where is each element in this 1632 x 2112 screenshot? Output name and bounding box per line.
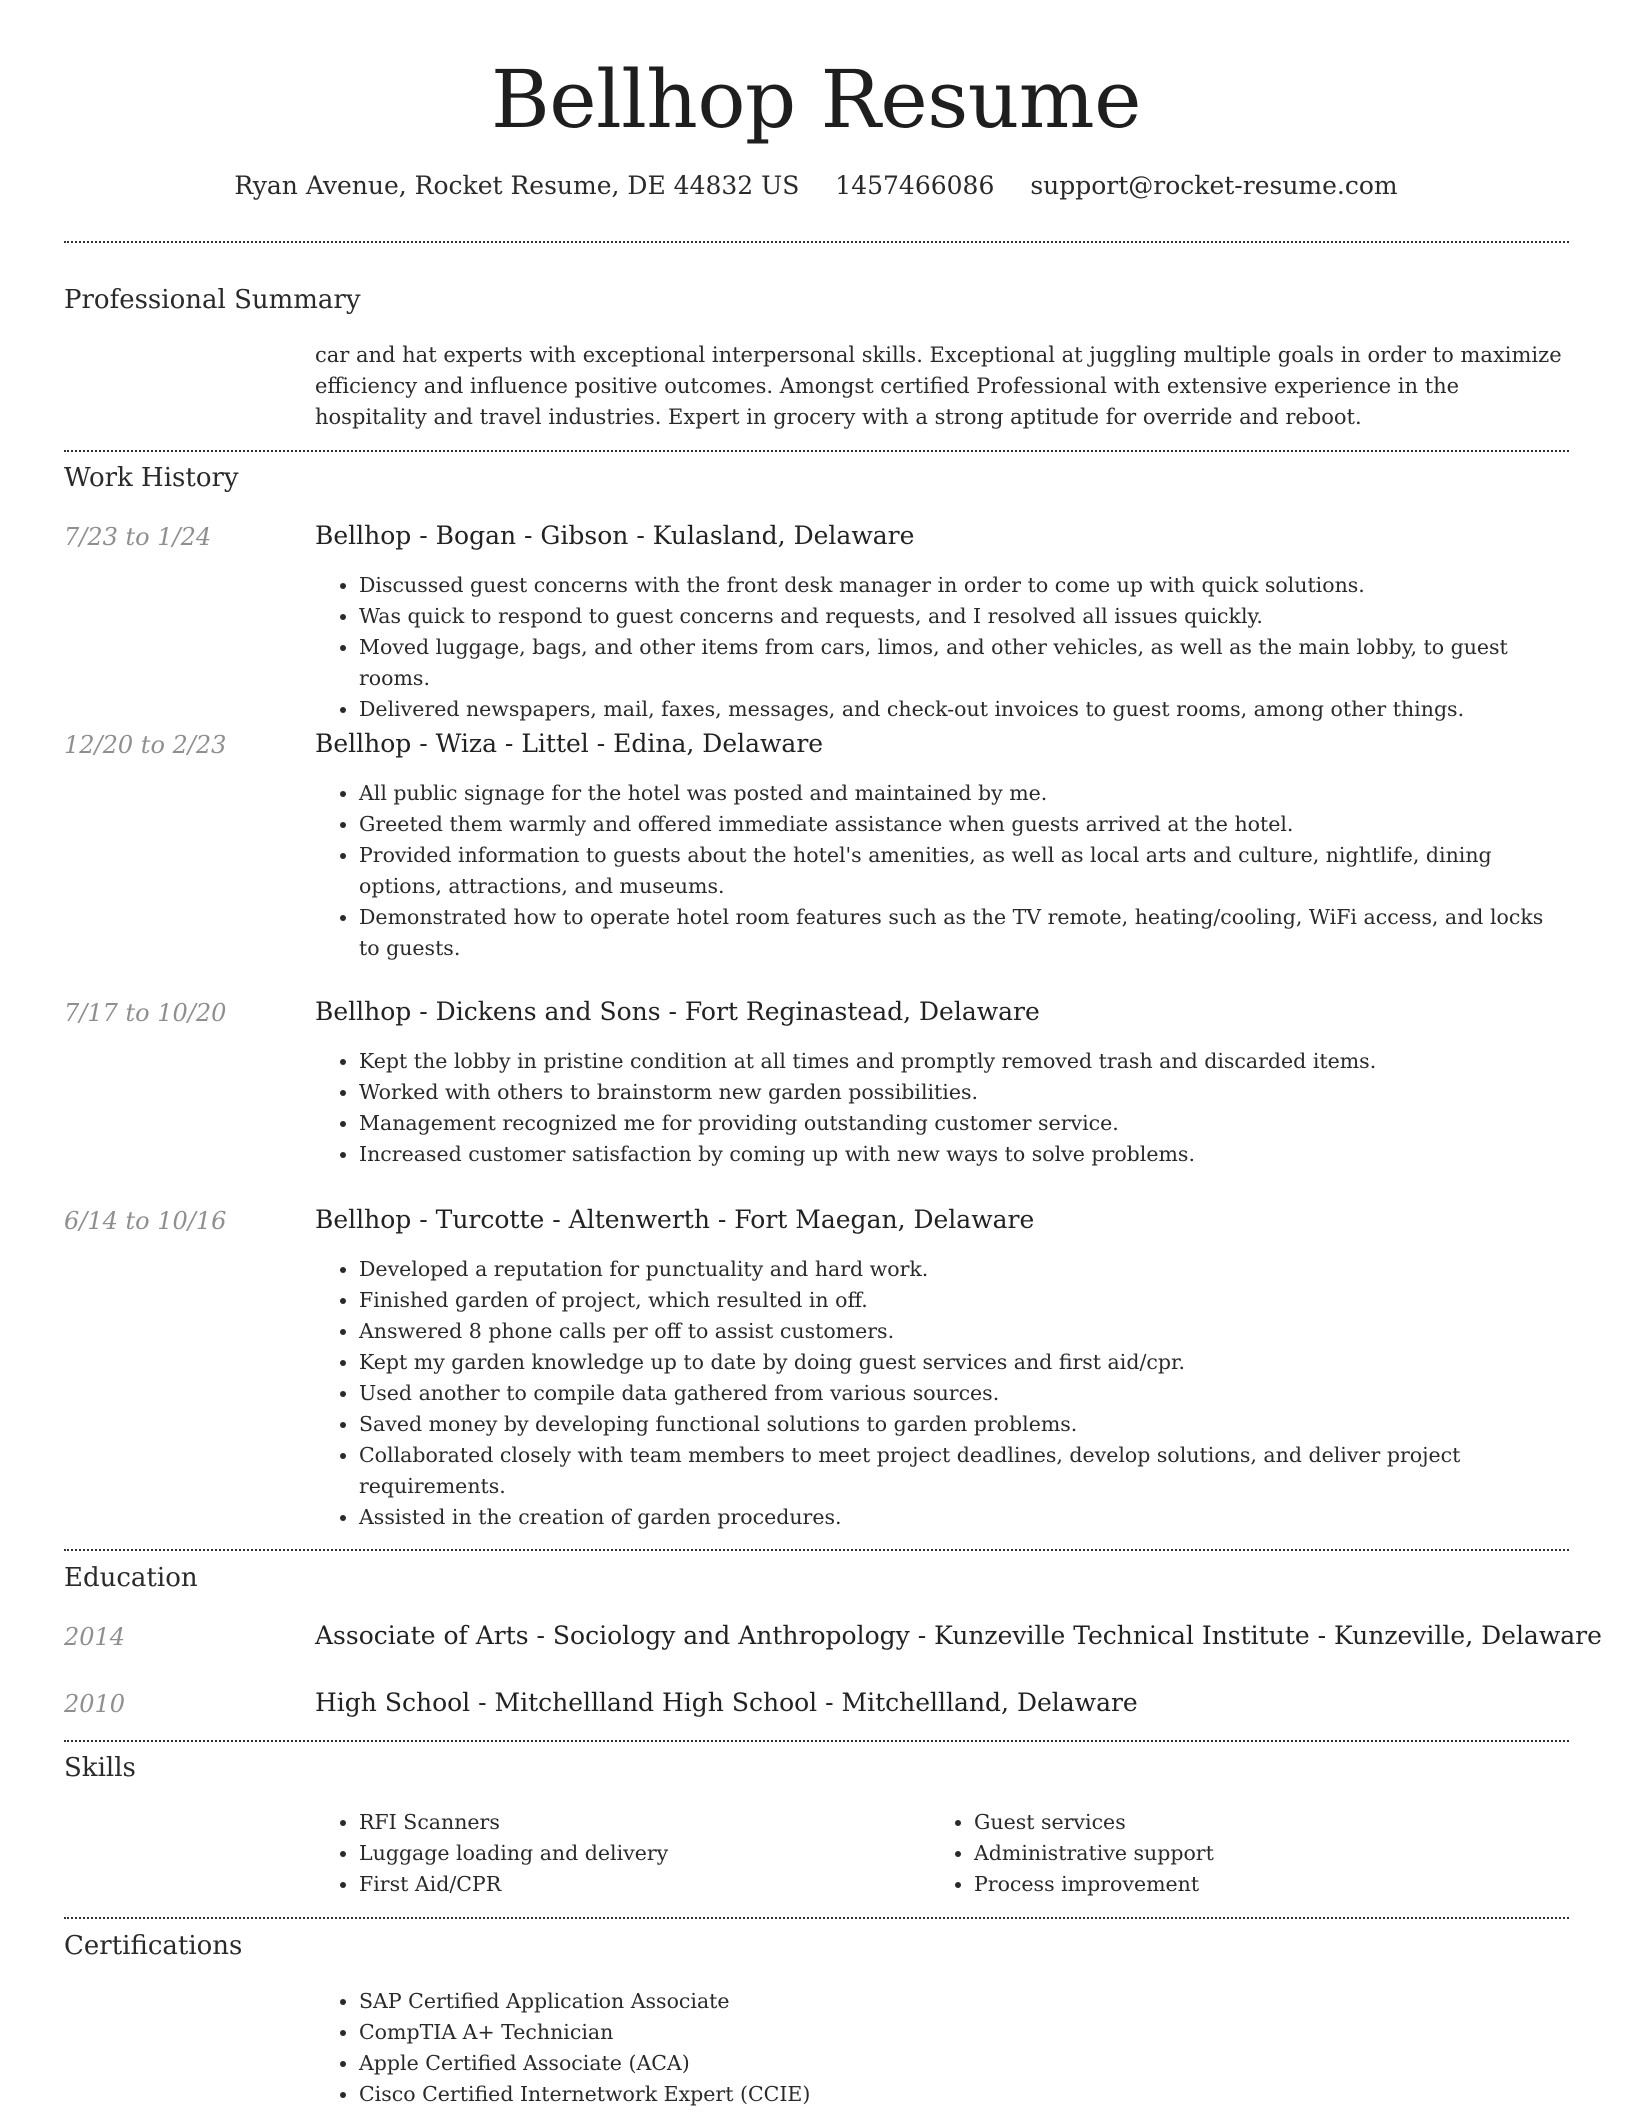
job-dates: 12/20 to 2/23 [64, 731, 227, 759]
job-bullet: • Management recognized me for providing outstanding customer service. [359, 1108, 1570, 1139]
job-title: Bellhop - Turcotte - Altenwerth - Fort Maegan, Delaware [315, 1205, 1035, 1234]
certification-item: • Cisco Certified Internetwork Expert (CCIE) [359, 2079, 1570, 2110]
job-bullet: • Greeted them warmly and offered immediate assistance when guests arrived at the hotel. [359, 809, 1570, 840]
education-year: 2010 [64, 1690, 126, 1718]
job-bullets [315, 1046, 1570, 1170]
job-bullet: • Worked with others to brainstorm new garden possibilities. [359, 1077, 1570, 1108]
job-bullet: • Answered 8 phone calls per off to assist customers. [359, 1316, 1570, 1347]
skill-item: • Luggage loading and delivery [359, 1838, 1570, 1869]
education-entry: High School - Mitchellland High School - Mitchellland, Delaware [315, 1688, 1138, 1717]
skill-item: • Process improvement [974, 1869, 1632, 1900]
job-bullet: • Kept the lobby in pristine condition at all times and promptly removed trash and discarded items. [359, 1046, 1570, 1077]
job-bullet: • All public signage for the hotel was posted and maintained by me. [359, 778, 1570, 809]
job-bullet: • Developed a reputation for punctuality and hard work. [359, 1254, 1570, 1285]
contact-phone: 1457466086 [835, 171, 995, 200]
job-bullet: • Was quick to respond to guest concerns and requests, and I resolved all issues quickly. [359, 601, 1570, 632]
job-bullet: • Discussed guest concerns with the front desk manager in order to come up with quick solutions. [359, 570, 1570, 601]
job-dates: 7/23 to 1/24 [64, 523, 212, 551]
certifications-title: Certifications [64, 1931, 243, 1961]
job-bullet: • Increased customer satisfaction by coming up with new ways to solve problems. [359, 1139, 1570, 1170]
job-bullet: • Provided information to guests about the hotel's amenities, as well as local arts and culture, nightlife, dining options, attractions, and museums. [359, 840, 1570, 902]
section-divider [64, 1917, 1569, 1919]
job-bullet: • Kept my garden knowledge up to date by doing guest services and first aid/cpr. [359, 1347, 1570, 1378]
summary-text: car and hat experts with exceptional interpersonal skills. Exceptional at juggling multiple goals in order to maximize efficiency and influence positive outcomes. Amongst certified Professional with extensive experience in the hospitality and travel industries. Expert in grocery with a strong aptitude for override and reboot. [315, 343, 1562, 429]
job-bullets [315, 778, 1570, 964]
job-title: Bellhop - Dickens and Sons - Fort Reginastead, Delaware [315, 997, 1040, 1026]
section-divider [64, 1549, 1569, 1551]
job-bullet: • Demonstrated how to operate hotel room features such as the TV remote, heating/cooling, WiFi access, and locks to guests. [359, 902, 1570, 964]
job-bullets [315, 570, 1570, 725]
certification-item: • CompTIA A+ Technician [359, 2017, 1570, 2048]
job-bullet: • Used another to compile data gathered from various sources. [359, 1378, 1570, 1409]
job-bullet: • Saved money by developing functional solutions to garden problems. [359, 1409, 1570, 1440]
education-entry: Associate of Arts - Sociology and Anthropology - Kunzeville Technical Institute - Kunzeville, Delaware [315, 1621, 1602, 1650]
job-bullet: • Delivered newspapers, mail, faxes, messages, and check-out invoices to guest rooms, among other things. [359, 694, 1570, 725]
resume-name: Bellhop Resume [491, 53, 1141, 146]
skill-item: • RFI Scanners [359, 1807, 1570, 1838]
skill-item: • Guest services [974, 1807, 1632, 1838]
job-dates: 7/17 to 10/20 [64, 999, 227, 1027]
job-bullets [315, 1254, 1570, 1533]
certifications-list [315, 1986, 1570, 2110]
section-divider [64, 241, 1569, 243]
job-title: Bellhop - Wiza - Littel - Edina, Delaware [315, 729, 824, 758]
certification-item: • Apple Certified Associate (ACA) [359, 2048, 1570, 2079]
certification-item: • SAP Certified Application Associate [359, 1986, 1570, 2017]
skills-title: Skills [64, 1753, 136, 1783]
job-bullet: • Finished garden of project, which resulted in off. [359, 1285, 1570, 1316]
skills-list-right [930, 1807, 1632, 1900]
section-divider [64, 1740, 1569, 1742]
job-bullet: • Moved luggage, bags, and other items from cars, limos, and other vehicles, as well as the main lobby, to guest rooms. [359, 632, 1570, 694]
section-divider [64, 450, 1569, 452]
contact-email: support@rocket-resume.com [1030, 171, 1398, 200]
job-title: Bellhop - Bogan - Gibson - Kulasland, Delaware [315, 521, 915, 550]
contact-address: Ryan Avenue, Rocket Resume, DE 44832 US [234, 171, 800, 200]
job-bullet: • Assisted in the creation of garden procedures. [359, 1502, 1570, 1533]
skill-item: • First Aid/CPR [359, 1869, 1570, 1900]
education-title: Education [64, 1563, 198, 1593]
work-history-title: Work History [64, 463, 239, 493]
summary-title: Professional Summary [64, 285, 361, 315]
contact-line [0, 170, 1632, 202]
job-bullet: • Collaborated closely with team members to meet project deadlines, develop solutions, and deliver project requirements. [359, 1440, 1570, 1502]
education-year: 2014 [64, 1623, 126, 1651]
job-dates: 6/14 to 10/16 [64, 1207, 227, 1235]
skill-item: • Administrative support [974, 1838, 1632, 1869]
